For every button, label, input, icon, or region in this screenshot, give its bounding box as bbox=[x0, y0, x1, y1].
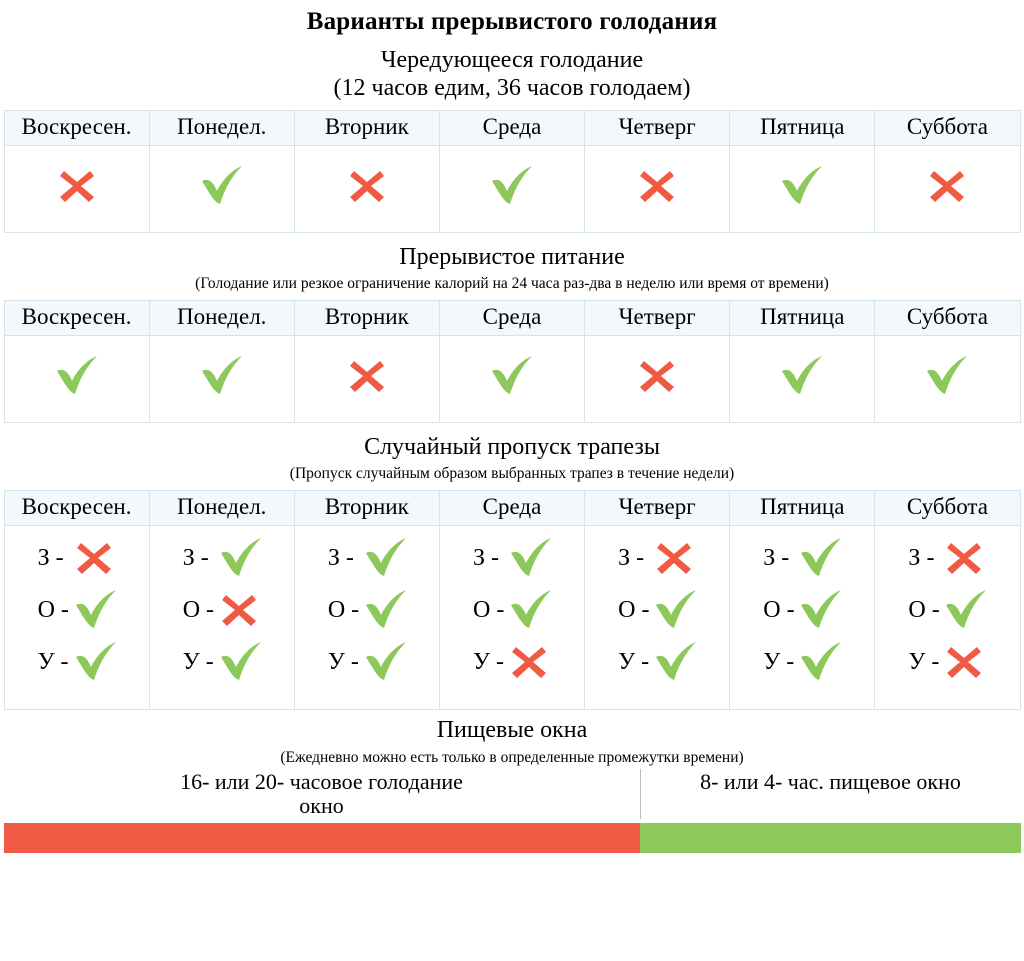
cell-s1-d5 bbox=[730, 145, 875, 232]
mark-s2-d3 bbox=[488, 354, 536, 398]
meal-row-dinner bbox=[876, 636, 1018, 688]
meal-row-breakfast bbox=[151, 532, 293, 584]
meal-row-breakfast bbox=[731, 532, 873, 584]
mark-s3-d3-m0 bbox=[507, 536, 561, 580]
meal-label: О - bbox=[327, 596, 360, 623]
mark-s2-d4 bbox=[635, 354, 679, 398]
cell-s2-d2 bbox=[294, 335, 439, 422]
mark-s1-d4 bbox=[635, 164, 679, 208]
day-header-2: Вторник bbox=[294, 110, 439, 145]
meal-row-lunch bbox=[151, 584, 293, 636]
day-header-5: Пятница bbox=[730, 491, 875, 526]
cell-s2-d6 bbox=[875, 335, 1020, 422]
mark-s3-d6-m2 bbox=[942, 640, 996, 684]
cell-s2-d1 bbox=[149, 335, 294, 422]
mark-s2-d6 bbox=[923, 354, 971, 398]
mark-s3-d2-m0 bbox=[362, 536, 416, 580]
mark-s3-d1-m2 bbox=[217, 640, 271, 684]
day-header-6: Суббота bbox=[875, 491, 1020, 526]
day-header-6: Суббота bbox=[875, 300, 1020, 335]
meal-row-breakfast bbox=[586, 532, 728, 584]
meal-label: О - bbox=[37, 596, 69, 623]
meal-label: О - bbox=[472, 596, 505, 623]
section-4-subtitle: (Ежедневно можно есть только в определенные промежутки времени) bbox=[280, 748, 744, 766]
mark-s3-d0-m1 bbox=[72, 588, 126, 632]
meal-label: О - bbox=[618, 596, 650, 623]
table-header-row bbox=[4, 491, 1020, 526]
meal-label: У - bbox=[37, 648, 69, 675]
mark-s1-d5 bbox=[778, 164, 826, 208]
fasting-window-text: 16- или 20- часовое голодание bbox=[180, 768, 463, 794]
infographic-page bbox=[0, 8, 1024, 961]
meal-row-dinner bbox=[6, 636, 148, 688]
table-row bbox=[4, 145, 1020, 232]
day-header-1: Понедел. bbox=[149, 110, 294, 145]
day-header-0: Воскресен. bbox=[4, 110, 149, 145]
mark-s3-d1-m1 bbox=[217, 588, 271, 632]
eating-window-label bbox=[640, 769, 1021, 819]
cell-s3-d3 bbox=[439, 526, 584, 710]
cell-s3-d4 bbox=[585, 526, 730, 710]
mark-s1-d0 bbox=[55, 164, 99, 208]
cell-s1-d4 bbox=[585, 145, 730, 232]
section-1-title-line2: (12 часов едим, 36 часов голодаем) bbox=[333, 75, 691, 102]
day-header-3: Среда bbox=[439, 110, 584, 145]
mark-s2-d1 bbox=[198, 354, 246, 398]
meal-label: У - bbox=[908, 648, 940, 675]
section-1-title bbox=[0, 46, 1024, 103]
cell-s2-d5 bbox=[730, 335, 875, 422]
meal-row-dinner bbox=[296, 636, 438, 688]
table-header-row bbox=[4, 110, 1020, 145]
meal-label: З - bbox=[763, 544, 790, 571]
day-header-0: Воскресен. bbox=[4, 491, 149, 526]
mark-s3-d4-m1 bbox=[652, 588, 706, 632]
meal-row-lunch bbox=[441, 584, 583, 636]
meal-row-dinner bbox=[151, 636, 293, 688]
mark-s3-d6-m1 bbox=[942, 588, 996, 632]
eating-window-text: 8- или 4- час. пищевое окно bbox=[700, 768, 961, 794]
mark-s3-d2-m2 bbox=[362, 640, 416, 684]
table-row bbox=[4, 526, 1020, 710]
meal-label: З - bbox=[908, 544, 935, 571]
meal-row-dinner bbox=[586, 636, 728, 688]
meal-row-lunch bbox=[6, 584, 148, 636]
meal-row-lunch bbox=[296, 584, 438, 636]
day-header-3: Среда bbox=[439, 491, 584, 526]
meal-label: У - bbox=[182, 648, 214, 675]
mark-s1-d2 bbox=[345, 164, 389, 208]
mark-s3-d3-m2 bbox=[507, 640, 561, 684]
section-3-title: Случайный пропуск трапезы bbox=[364, 433, 660, 460]
meal-label: О - bbox=[182, 596, 215, 623]
table-intermittent-eating bbox=[4, 300, 1021, 423]
table-header-row bbox=[4, 300, 1020, 335]
eating-window-chart bbox=[4, 769, 1021, 853]
fasting-window-text-2: окно bbox=[299, 792, 344, 818]
cell-s2-d4 bbox=[585, 335, 730, 422]
cell-s3-d6 bbox=[875, 526, 1020, 710]
meal-label: З - bbox=[472, 544, 499, 571]
section-2-subtitle: (Голодание или резкое ограничение калорий на 24 часа раз-два в неделю или время от времени) bbox=[195, 274, 829, 292]
mark-s3-d5-m0 bbox=[797, 536, 851, 580]
day-header-5: Пятница bbox=[730, 110, 875, 145]
mark-s3-d2-m1 bbox=[362, 588, 416, 632]
meal-label: З - bbox=[37, 544, 64, 571]
mark-s3-d1-m0 bbox=[217, 536, 271, 580]
fasting-window-label bbox=[4, 769, 640, 819]
table-row bbox=[4, 335, 1020, 422]
meal-row-breakfast bbox=[6, 532, 148, 584]
cell-s1-d0 bbox=[4, 145, 149, 232]
day-header-4: Четверг bbox=[585, 300, 730, 335]
eating-bar bbox=[640, 823, 1021, 853]
cell-s1-d6 bbox=[875, 145, 1020, 232]
mark-s2-d5 bbox=[778, 354, 826, 398]
day-header-2: Вторник bbox=[294, 491, 439, 526]
meal-label: У - bbox=[472, 648, 504, 675]
table-random-meal-skipping bbox=[4, 490, 1021, 710]
mark-s1-d3 bbox=[488, 164, 536, 208]
meal-label: У - bbox=[618, 648, 650, 675]
mark-s1-d6 bbox=[925, 164, 969, 208]
cell-s2-d0 bbox=[4, 335, 149, 422]
meal-row-lunch bbox=[876, 584, 1018, 636]
mark-s2-d2 bbox=[345, 354, 389, 398]
cell-s2-d3 bbox=[439, 335, 584, 422]
mark-s2-d0 bbox=[53, 354, 101, 398]
mark-s3-d5-m1 bbox=[797, 588, 851, 632]
table-alternate-day-fasting bbox=[4, 110, 1021, 233]
day-header-2: Вторник bbox=[294, 300, 439, 335]
mark-s3-d4-m0 bbox=[652, 536, 706, 580]
meal-label: З - bbox=[327, 544, 354, 571]
meal-row-breakfast bbox=[876, 532, 1018, 584]
meal-row-lunch bbox=[586, 584, 728, 636]
cell-s1-d1 bbox=[149, 145, 294, 232]
fasting-bar bbox=[4, 823, 640, 853]
cell-s3-d5 bbox=[730, 526, 875, 710]
meal-row-breakfast bbox=[441, 532, 583, 584]
meal-label: З - bbox=[182, 544, 209, 571]
meal-label: У - bbox=[327, 648, 359, 675]
page-title: Варианты прерывистого голодания bbox=[306, 8, 718, 35]
cell-s1-d2 bbox=[294, 145, 439, 232]
section-3-subtitle: (Пропуск случайным образом выбранных трапез в течение недели) bbox=[289, 465, 735, 483]
mark-s3-d4-m2 bbox=[652, 640, 706, 684]
mark-s3-d0-m2 bbox=[72, 640, 126, 684]
day-header-1: Понедел. bbox=[149, 491, 294, 526]
day-header-6: Суббота bbox=[875, 110, 1020, 145]
cell-s3-d1 bbox=[149, 526, 294, 710]
meal-row-breakfast bbox=[296, 532, 438, 584]
meal-label: О - bbox=[763, 596, 795, 623]
day-header-4: Четверг bbox=[585, 110, 730, 145]
day-header-0: Воскресен. bbox=[4, 300, 149, 335]
section-4-title: Пищевые окна bbox=[436, 717, 588, 744]
eating-window-labels bbox=[4, 769, 1021, 819]
meal-row-dinner bbox=[441, 636, 583, 688]
meal-label: О - bbox=[908, 596, 940, 623]
mark-s3-d0-m0 bbox=[72, 536, 126, 580]
day-header-4: Четверг bbox=[585, 491, 730, 526]
meal-label: У - bbox=[763, 648, 795, 675]
mark-s3-d3-m1 bbox=[507, 588, 561, 632]
cell-s3-d2 bbox=[294, 526, 439, 710]
cell-s3-d0 bbox=[4, 526, 149, 710]
day-header-5: Пятница bbox=[730, 300, 875, 335]
day-header-1: Понедел. bbox=[149, 300, 294, 335]
mark-s1-d1 bbox=[198, 164, 246, 208]
day-header-3: Среда bbox=[439, 300, 584, 335]
section-1-title-line1: Чередующееся голодание bbox=[380, 47, 644, 73]
cell-s1-d3 bbox=[439, 145, 584, 232]
meal-row-lunch bbox=[731, 584, 873, 636]
mark-s3-d6-m0 bbox=[942, 536, 996, 580]
mark-s3-d5-m2 bbox=[797, 640, 851, 684]
meal-label: З - bbox=[618, 544, 645, 571]
window-bars bbox=[4, 823, 1021, 853]
section-2-title: Прерывистое питание bbox=[399, 243, 625, 270]
meal-row-dinner bbox=[731, 636, 873, 688]
